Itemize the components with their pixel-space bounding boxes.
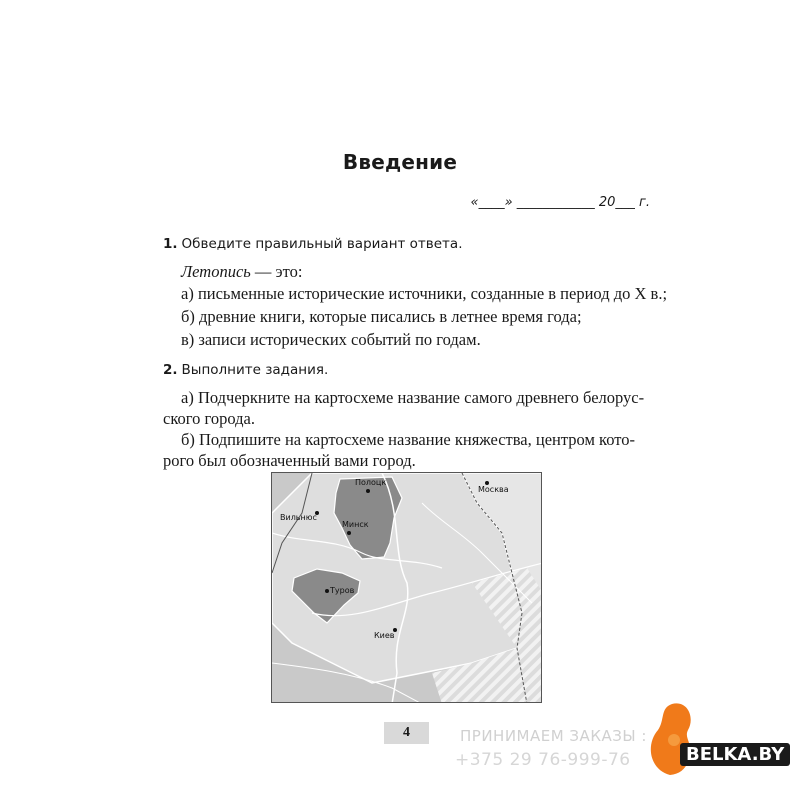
- task-1-prompt: Обведите правильный вариант ответа.: [181, 236, 463, 252]
- turov-dot: [325, 589, 329, 593]
- city-moscow[interactable]: Москва: [478, 485, 509, 494]
- date-line: «____» ____________ 20___ г.: [470, 195, 650, 210]
- task-1-option-c[interactable]: в) записи исторических событий по годам.: [181, 330, 481, 349]
- task-1-term-suffix: — это:: [250, 262, 303, 281]
- page-number: 4: [384, 722, 429, 744]
- task-1-number: 1.: [163, 236, 178, 252]
- polotsk-dot: [366, 489, 370, 493]
- page-title: Введение: [342, 150, 458, 174]
- watermark-orders: ПРИНИМАЕМ ЗАКАЗЫ :: [460, 727, 647, 745]
- minsk-dot: [347, 531, 351, 535]
- city-kiev[interactable]: Киев: [374, 631, 395, 640]
- task-1-option-a[interactable]: а) письменные исторические источники, созданные в период до X в.;: [181, 284, 668, 303]
- task-1-option-b[interactable]: б) древние книги, которые писались в летнее время года;: [181, 307, 582, 326]
- city-turov[interactable]: Туров: [330, 586, 355, 595]
- squirrel-logo-icon: [640, 700, 700, 780]
- task-1-term: Летопись: [181, 262, 251, 281]
- task-2-line-2: ского города.: [163, 409, 255, 428]
- city-vilnius[interactable]: Вильнюс: [280, 513, 317, 522]
- task-1-heading: [163, 236, 463, 252]
- map-graphics: [272, 473, 542, 703]
- task-2-line-1: а) Подчеркните на картосхеме название самого древнего белорус-: [181, 388, 645, 407]
- city-polotsk[interactable]: Полоцк: [355, 478, 387, 487]
- watermark-phone: +375 29 76-999-76: [455, 750, 631, 770]
- task-2-prompt: Выполните задания.: [181, 362, 329, 378]
- city-minsk[interactable]: Минск: [342, 520, 369, 529]
- belka-logo: BELKA.BY: [680, 743, 790, 766]
- task-2-line-3: б) Подпишите на картосхеме название княжества, центром кото-: [181, 430, 635, 449]
- task-1-term-line: [181, 262, 302, 282]
- historical-map[interactable]: [271, 472, 542, 703]
- task-2-heading: [163, 362, 328, 378]
- task-2-number: 2.: [163, 362, 178, 378]
- task-2-line-4: рого был обозначенный вами город.: [163, 451, 416, 470]
